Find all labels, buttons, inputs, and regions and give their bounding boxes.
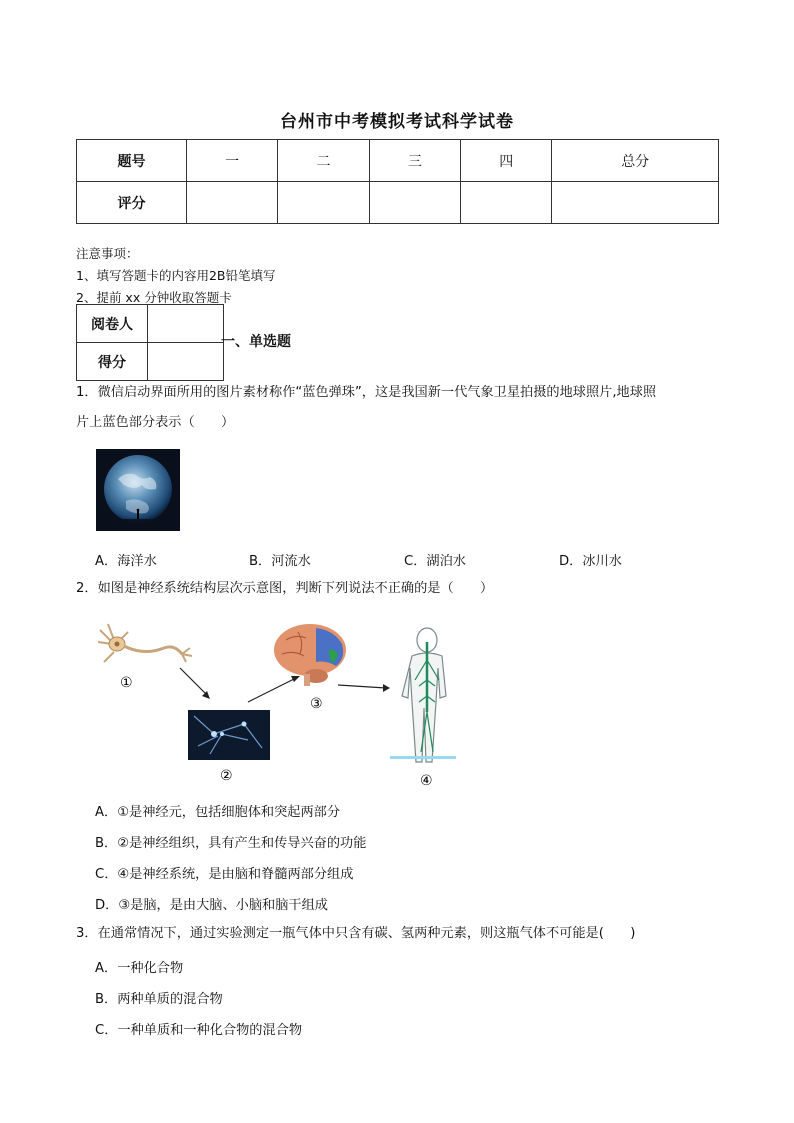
note-item: 1、填写答题卡的内容用2B铅笔填写	[76, 268, 276, 283]
q1-option-d[interactable]: D．冰川水	[559, 554, 622, 569]
label-4: ④	[420, 773, 433, 789]
arrow-3	[338, 685, 386, 688]
score-input-3[interactable]	[369, 182, 460, 224]
arrow-3-head	[383, 684, 390, 692]
question-1	[76, 378, 656, 438]
score-cell-label: 题号	[77, 140, 187, 182]
arrow-1	[180, 668, 208, 696]
neural-tissue-image	[188, 710, 270, 760]
score-cell-section-4: 四	[461, 140, 552, 182]
reviewer-input[interactable]	[148, 305, 224, 343]
score-table	[76, 139, 719, 224]
score-table-header-row	[77, 140, 719, 182]
arrow-2	[248, 678, 296, 702]
notes	[76, 243, 275, 309]
q2-option-d[interactable]: D．③是脑，是由大脑、小脑和脑干组成	[95, 898, 328, 913]
reviewer-label: 阅卷人	[77, 305, 148, 343]
q1-option-b[interactable]: B．河流水	[249, 554, 311, 569]
score-input-2[interactable]	[278, 182, 369, 224]
section-title: 一、单选题	[221, 334, 291, 350]
question-1-line-2: 片上蓝色部分表示（ ）	[76, 415, 235, 430]
nervous-system-diagram	[90, 620, 470, 790]
question-1-line-1: 1．微信启动界面所用的图片素材称作“蓝色弹珠”，这是我国新一代气象卫星拍摄的地球照片,地球照	[76, 385, 657, 400]
score-cell-section-2: 二	[278, 140, 369, 182]
neuron-image	[98, 624, 192, 662]
grader-score-input[interactable]	[148, 343, 224, 381]
notes-heading: 注意事项：	[76, 246, 139, 261]
question-3: 3．在通常情况下，通过实验测定一瓶气体中只含有碳、氢两种元素，则这瓶气体不可能是( )	[76, 926, 636, 941]
q2-option-b[interactable]: B．②是神经组织，具有产生和传导兴奋的功能	[95, 836, 367, 851]
score-cell-total: 总分	[552, 140, 719, 182]
arrow-2-head	[291, 676, 300, 682]
score-cell-section-3: 三	[369, 140, 460, 182]
score-input-1[interactable]	[187, 182, 278, 224]
score-row-label: 评分	[77, 182, 187, 224]
brain-image	[274, 624, 346, 686]
earth-photo	[96, 449, 180, 531]
q3-option-a[interactable]: A．一种化合物	[95, 961, 184, 976]
label-1: ①	[120, 675, 133, 691]
exam-title: 台州市中考模拟考试科学试卷	[280, 112, 514, 132]
question-2: 2．如图是神经系统结构层次示意图，判断下列说法不正确的是（ ）	[76, 581, 494, 596]
label-3: ③	[310, 696, 323, 712]
note-item: 2、提前 xx 分钟收取答题卡	[76, 290, 232, 305]
arrow-1-head	[202, 691, 210, 699]
grader-table	[76, 304, 224, 381]
grader-score-label: 得分	[77, 343, 148, 381]
q2-option-a[interactable]: A．①是神经元，包括细胞体和突起两部分	[95, 805, 341, 820]
q1-option-c[interactable]: C．湖泊水	[404, 554, 466, 569]
human-nervous-system-image	[390, 628, 456, 762]
q1-option-a[interactable]: A．海洋水	[95, 554, 157, 569]
q2-option-c[interactable]: C．④是神经系统，是由脑和脊髓两部分组成	[95, 867, 354, 882]
q3-option-b[interactable]: B．两种单质的混合物	[95, 992, 223, 1007]
q3-option-c[interactable]: C．一种单质和一种化合物的混合物	[95, 1023, 303, 1038]
score-table-score-row	[77, 182, 719, 224]
label-2: ②	[220, 768, 233, 784]
score-input-total[interactable]	[552, 182, 719, 224]
score-input-4[interactable]	[461, 182, 552, 224]
score-cell-section-1: 一	[187, 140, 278, 182]
